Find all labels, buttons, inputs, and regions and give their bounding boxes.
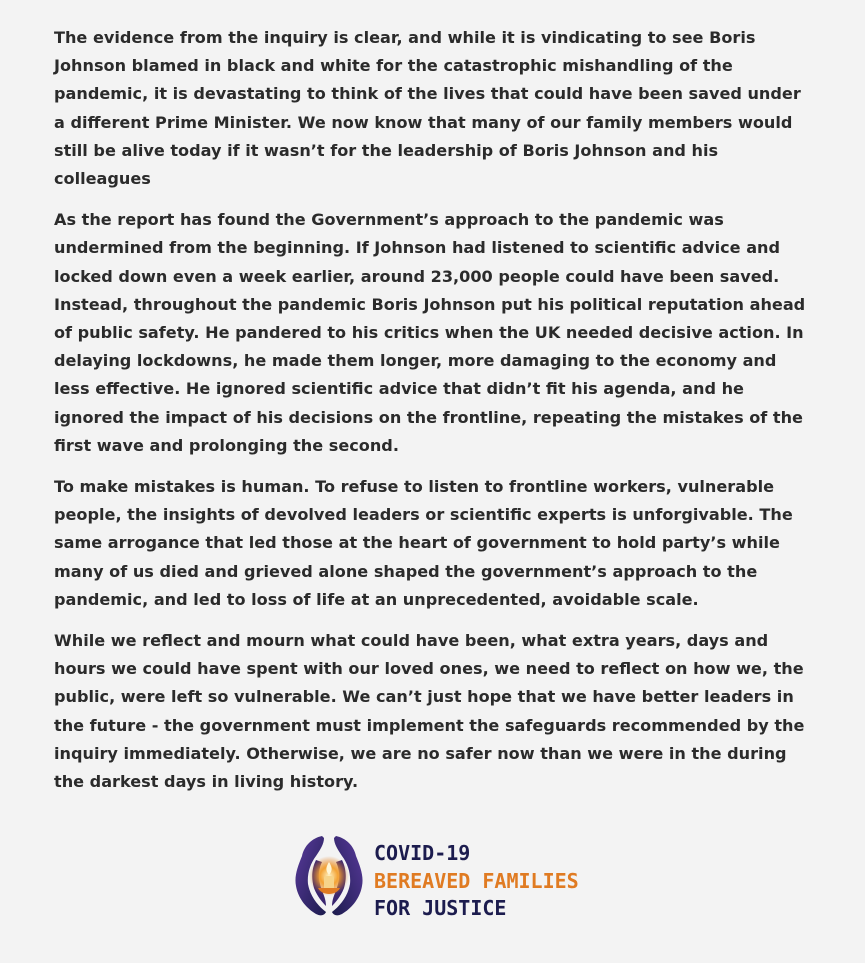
logo-line-2: BEREAVED FAMILIES (374, 868, 579, 893)
logo-line-1: COVID-19 (374, 841, 471, 865)
paragraph-1: The evidence from the inquiry is clear, and while it is vindicating to see Boris Johnson blamed in black and white for the catastrophic mishandling of the pandemic, it is devastating to think of the lives that could have been saved under a different Prime Minister. We now know that many of our family members would still be alive today if it wasn’t for the leadership of Boris Johnson and his colleagues (54, 28, 801, 189)
organization-logo (292, 832, 582, 922)
logo-wordmark (374, 840, 579, 923)
logo-line-3: FOR JUSTICE (374, 896, 507, 920)
hands-candle-icon (292, 832, 366, 922)
paragraph-2: As the report has found the Government’s approach to the pandemic was undermined from the beginning. If Johnson had listened to scientific advice and locked down even a week earlier, around 23,000 people could have been saved. Instead, throughout the pandemic Boris Johnson put his political reputation ahead of public safety. He pandered to his critics when the UK needed decisive action. In delaying lockdowns, he made them longer, more damaging to the economy and less effective. He ignored scientific advice that didn’t fit his agenda, and he ignored the impact of his decisions on the frontline, repeating the mistakes of the first wave and prolonging the second. (54, 210, 806, 455)
paragraph-4: While we reflect and mourn what could have been, what extra years, days and hours we could have spent with our loved ones, we need to reflect on how we, the public, were left so vulnerable. We can’t just hope that we have better leaders in the future - the government must implement the safeguards recommended by the inquiry immediately. Otherwise, we are no safer now than we were in the during the darkest days in living history. (54, 631, 805, 792)
paragraph-3: To make mistakes is human. To refuse to listen to frontline workers, vulnerable people, the insights of devolved leaders or scientific experts is unforgivable. The same arrogance that led those at the heart of government to hold party’s while many of us died and grieved alone shaped the government’s approach to the pandemic, and led to loss of life at an unprecedented, avoidable scale. (54, 477, 793, 609)
statement-body (54, 24, 814, 809)
